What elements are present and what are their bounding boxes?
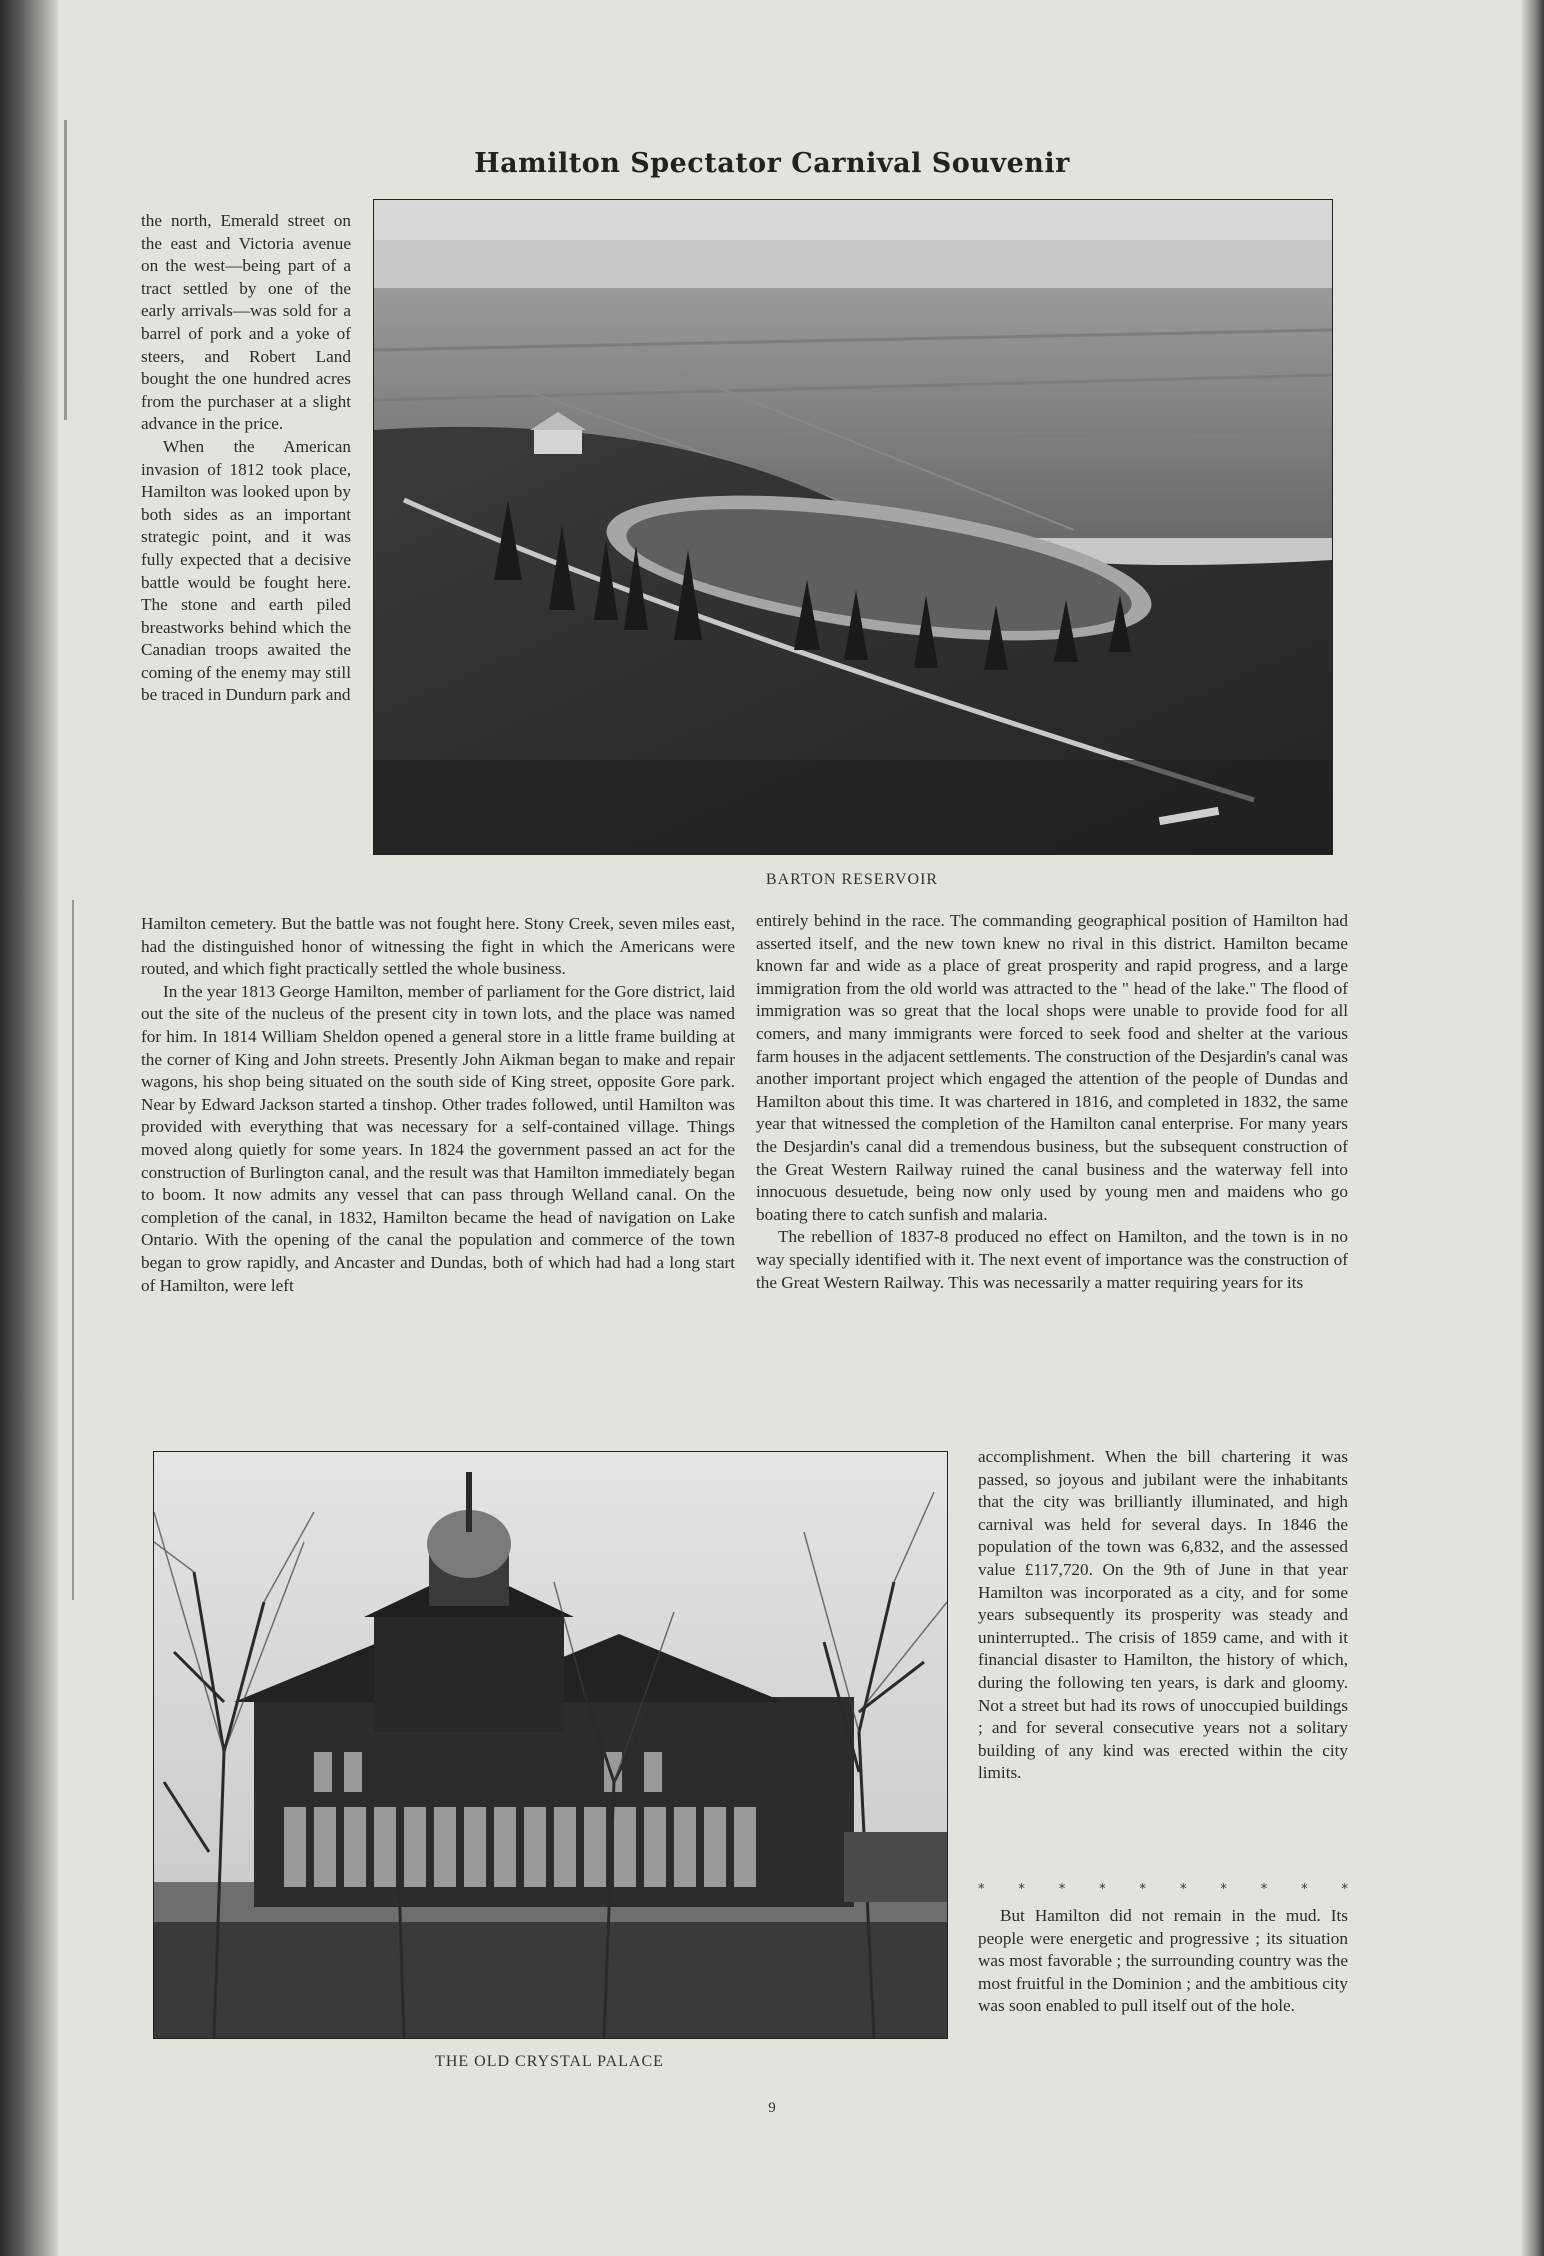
crystal-palace-photo: [153, 1451, 948, 2039]
intro-paragraph: When the American invasion of 1812 took place, Hamilton was looked upon by both sides as an important strategic point, and it was fully expected that a decisive battle would be fought here. The stone and earth piled breastworks behind which the Canadian troops awaited the coming of the enemy may still be traced in Dundurn park and: [141, 436, 351, 705]
left-paragraph: In the year 1813 George Hamilton, member of parliament for the Gore district, laid out the site of the nucleus of the present city in town lots, and the place was named for him. In 1814 William Sheldon opened a general store in a little frame building at the corner of King and John streets. Presently John Aikman began to make and repair wagons, his shop being situated on the south side of King street, opposite Gore park. Near by Edward Jackson started a tinshop. Other trades followed, until Hamilton was provided with everything that was necessary for a self-contained village. Things moved along quietly for some years. In 1824 the government passed an act for the construction of Burlington canal, and the result was that Hamilton immediately began to boom. It now admits any vessel that can pass through Welland canal. On the completion of the canal, in 1832, Hamilton became the head of navigation on Lake Ontario. With the opening of the canal the population and commerce of the town began to grow rapidly, and Ancaster and Dundas, both of which had had a long start of Hamilton, were left: [141, 981, 735, 1295]
narrow-column: [978, 1446, 1348, 1785]
reservoir-caption: BARTON RESERVOIR: [765, 871, 939, 888]
barton-reservoir-photo: [373, 199, 1333, 855]
page-number: 9: [768, 2100, 776, 2116]
right-paragraph: The rebellion of 1837-8 produced no effect on Hamilton, and the town is in no way specially identified with it. The next event of importance was the construction of the Great Western Railway. This was necessarily a matter requiring years for its: [756, 1227, 1348, 1292]
spine-streak: [72, 900, 74, 1600]
right-paragraph: entirely behind in the race. The commanding geographical position of Hamilton had asserted itself, and the new town knew no rival in this district. Hamilton became known far and wide as a place of great prosperity and rapid progress, and a large immigration from the old world was attracted to the " head of the lake." The flood of immigration was so great that the local shops were unable to provide food for all comers, and many immigrants were forced to seek food and shelter at the various farm houses in the adjacent settlements. The construction of the Desjardin's canal was another important project which engaged the attention of the people of Dundas and Hamilton about this time. It was chartered in 1816, and completed in 1832, the same year that witnessed the completion of the Hamilton canal enterprise. For many years the Desjardin's canal did a tremendous business, but the subsequent construction of the Great Western Railway ruined the canal business and the waterway fell into innocuous desuetude, being now only used by young men and maidens who go boating there to catch sunfish and malaria.: [756, 911, 1348, 1224]
page-title: Hamilton Spectator Carnival Souvenir: [474, 148, 1070, 179]
intro-paragraph: the north, Emerald street on the east and Victoria avenue on the west—being part of a tract settled by one of the early arrivals—was sold for a barrel of pork and a yoke of steers, and Robert Land bought the one hundred acres from the purchaser at a slight advance in the price.: [141, 211, 351, 434]
book-spine-shadow: [0, 0, 58, 2256]
narrow-paragraph: accomplishment. When the bill chartering it was passed, so joyous and jubilant were the inhabitants that the city was brilliantly illuminated, and high carnival was held for several days. In 1846 the population of the town was 6,832, and the assessed value £117,720. On the 9th of June in that year Hamilton was incorporated as a city, and for some years subsequently its prosperity was steady and uninterrupted.. The crisis of 1859 came, and with it financial disaster to Hamilton, the history of which, during the following ten years, is dark and gloomy. Not a street but had its rows of unoccupied buildings ; and for several consecutive years not a solitary building of any kind was erected within the city limits.: [978, 1447, 1348, 1783]
crystal-palace-illustration: [154, 1452, 947, 2038]
reservoir-illustration: [374, 200, 1332, 854]
page-edge-shadow: [1522, 0, 1544, 2256]
right-column: [756, 910, 1348, 1294]
intro-column: [141, 210, 351, 707]
final-column: [978, 1905, 1348, 2018]
left-paragraph: Hamilton cemetery. But the battle was not fought here. Stony Creek, seven miles east, had the distinguished honor of witnessing the fight in which the Americans were routed, and which fight practically settled the whole business.: [141, 914, 735, 979]
final-paragraph: But Hamilton did not remain in the mud. Its people were energetic and progressive ; its situation was most favorable ; the surrounding country was the most fruitful in the Dominion ; and the ambitious city was soon enabled to pull itself out of the hole.: [978, 1906, 1348, 2016]
crystal-palace-caption: THE OLD CRYSTAL PALACE: [435, 2053, 664, 2070]
section-divider: * * * * * * * * * *: [978, 1882, 1348, 1897]
left-column: [141, 913, 735, 1297]
